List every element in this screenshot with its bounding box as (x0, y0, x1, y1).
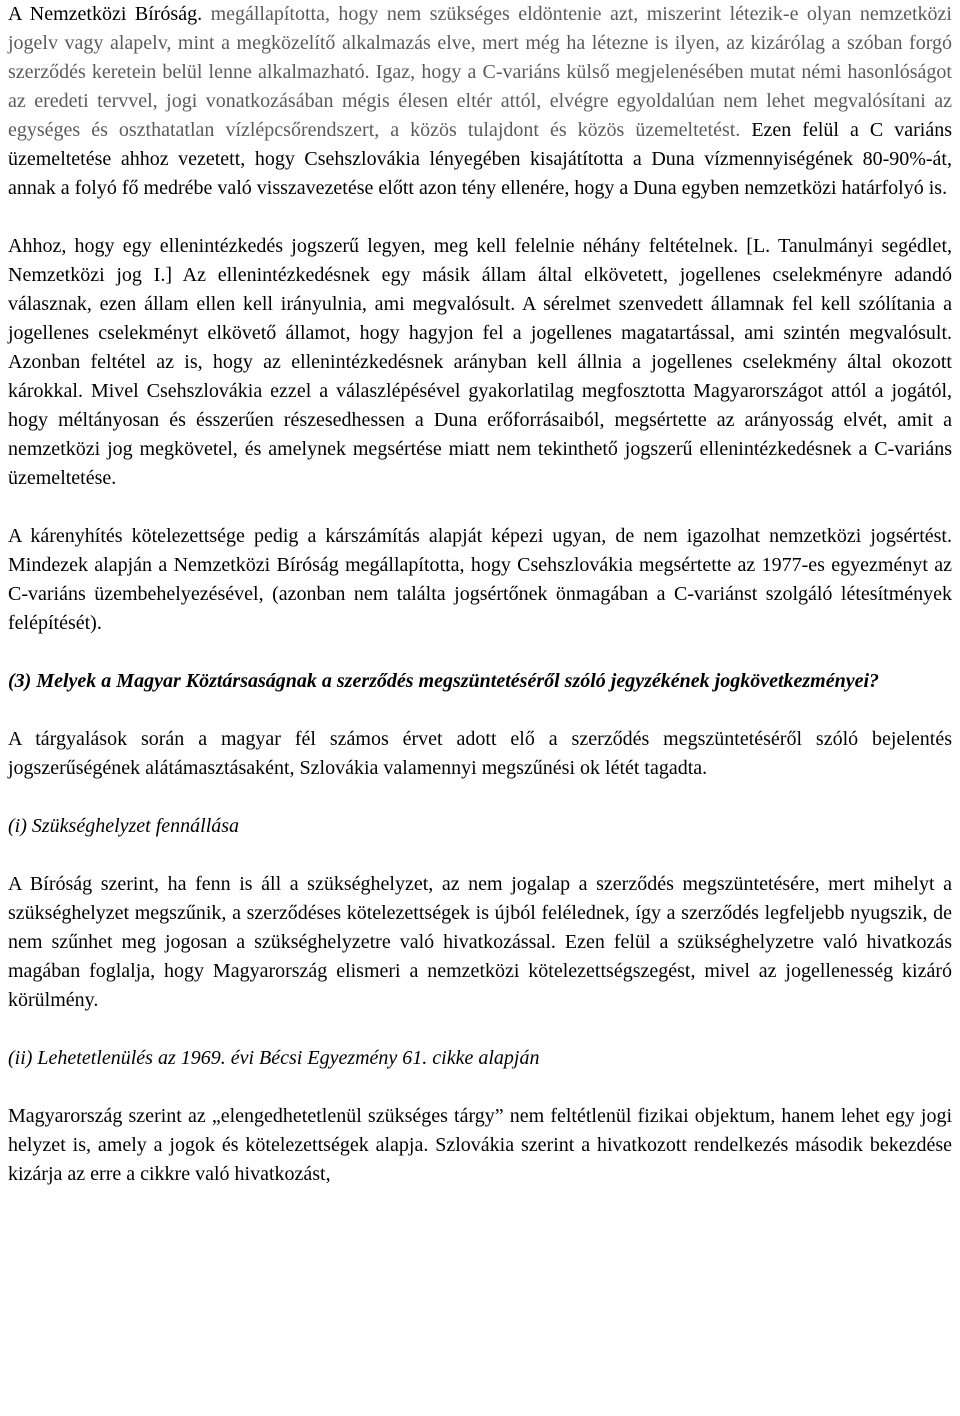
court-finding-text: megállapította, hogy nem szükséges eldöntenie azt, miszerint létezik-e olyan nemzetközi jogelv vagy alapelv, mint a megközelítő alkalmazás elve, mert még ha létezne is ilyen, az kizárólag a szóban forgó szerződés keretein belül lenne alkalmazható. (8, 3, 952, 83)
paragraph-mitigation: A kárenyhítés kötelezettsége pedig a kárszámítás alapját képezi ugyan, de nem igazolhat nemzetközi jogsértést. Mindezek alapján a Nemzetközi Bíróság megállapította, hogy Csehszlovákia megsértette az 1977-es egyezményt az C-variáns üzembehelyezésével, (azonban nem találta jogsértőnek önmagában a C-variánst szolgáló létesítmények felépítését). (8, 525, 952, 634)
paragraph-necessity: A Bíróság szerint, ha fenn is áll a szükséghelyzet, az nem jogalap a szerződés megszüntetésére, mert mihelyt a szükséghelyzet megszűnik, a szerződéses kötelezettségek is újból felélednek, így a szerződés legfeljebb nyugszik, de nem szűnhet meg jogosan a szükséghelyzetre való hivatkozással. Ezen felül a szükséghelyzetre való hivatkozás magában foglalja, hogy Magyarország elismeri a nemzetközi kötelezettségszegést, mivel az jogellenesség kizáró körülmény. (8, 873, 952, 1011)
paragraph-countermeasure: Ahhoz, hogy egy ellenintézkedés jogszerű legyen, meg kell felelnie néhány feltételnek. [L. Tanulmányi segédlet, Nemzetközi jog I.] Az ellenintézkedésnek egy másik állam által elkövetett, jogellenes cselekményre adandó válasznak, ezen állam ellen kell irányulnia, ami megvalósult. A sérelmet szenvedett államnak fel kell szólítania a jogellenes cselekményt elkövető államot, hogy hagyjon fel a jogellenes magatartással, ami szintén megvalósult. Azonban feltétel az is, hogy az ellenintézkedésnek arányban kell állnia a jogellenes cselekmény által okozott károkkal. Mivel Csehszlovákia ezzel a válaszlépésével gyakorlatilag megfosztotta Magyarországot attól a jogától, hogy méltányosan és ésszerűen részesedhessen a Duna erőforrásaiból, megsértette az arányosság elvét, amit a nemzetközi jog megkövetel, és amelynek megsértése miatt nem tekinthető jogszerű ellenintézkedésnek a C-variáns üzemeltetése. (8, 235, 952, 489)
paragraph-impossibility: Magyarország szerint az „elengedhetetlenül szükséges tárgy” nem feltétlenül fizikai objektum, hanem lehet egy jogi helyzet is, amely a jogok és kötelezettségek alapja. Szlovákia szerint a hivatkozott rendelkezés második bekezdése kizárja az erre a cikkre való hivatkozást, (8, 1105, 952, 1185)
subheading-necessity: (i) Szükséghelyzet fennállása (8, 815, 240, 837)
danube-water-text: Ezen felül a C variáns üzemeltetése ahhoz vezetett, hogy Csehszlovákia lényegében kisajátította a Duna vízmennyiségének 80-90%-át, annak a folyó fő medrébe való visszavezetése előtt azon tény ellenére, hogy a Duna egyben nemzetközi határfolyó is. (8, 119, 952, 199)
c-variant-comparison-text: Igaz, hogy a C-variáns külső megjelenésében mutat némi hasonlóságot az eredeti tervvel, jogi vonatkozásában mégis élesen eltér attól, elvégre egyoldalúan nem lehet megvalósítani az egységes és oszthatatlan vízlépcsőrendszert, a közös tulajdont és közös üzemeltetést. (8, 61, 952, 141)
section-heading: (3) Melyek a Magyar Köztársaságnak a szerződés megszüntetéséről szóló jegyzékének jogkövetkezményei? (8, 670, 880, 692)
paragraph-negotiations: A tárgyalások során a magyar fél számos érvet adott elő a szerződés megszüntetéséről szóló bejelentés jogszerűségének alátámasztásaként, Szlovákia valamennyi megszűnési ok létét tagadta. (8, 728, 952, 779)
subheading-impossibility: (ii) Lehetetlenülés az 1969. évi Bécsi Egyezmény 61. cikke alapján (8, 1047, 540, 1069)
paragraph-intro (8, 0, 952, 203)
court-reference: A Nemzetközi Bíróság. (8, 3, 211, 25)
